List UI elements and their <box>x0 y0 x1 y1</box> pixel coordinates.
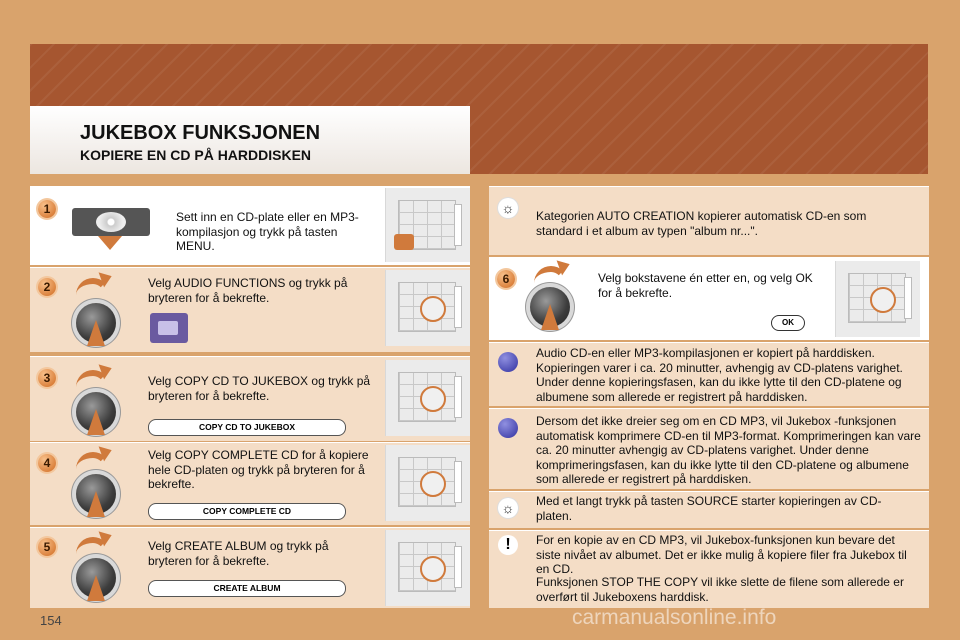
press-arrow-icon <box>87 575 105 601</box>
info-2-text: Dersom det ikke dreier seg om en CD MP3, vil Jukebox -funksjonen automatisk komprimere CD-en til MP3-format. Komprimeringen kan vare ca. 20 minutter avhengig av CD-platens varighet. Under denne komprimeringsfasen, kan du ikke lytte til den CD-platene og albumene som allerede er registrert på harddisken. <box>536 414 921 486</box>
tip-sun-icon: ☼ <box>498 498 518 518</box>
step-number-1: 1 <box>38 200 56 218</box>
info-1-text: Audio CD-en eller MP3-kompilasjonen er kopiert på harddisken. Kopieringen varer i ca. 20 minutter, avhengig av CD-platens varighet. Under denne kopieringsfasen, kan du ikke lytte til den CD-platene og albumene som allerede er registrert på harddisken. <box>536 346 903 404</box>
step-number-4: 4 <box>38 454 56 472</box>
tip-1-text: Kategorien AUTO CREATION kopierer automatisk CD-en som standard i et album av typen "album nr...". <box>536 209 867 238</box>
step-number-2: 2 <box>38 278 56 296</box>
step-number-3: 3 <box>38 369 56 387</box>
step-5-text: Velg CREATE ALBUM og trykk på bryteren for å bekrefte. <box>148 539 329 568</box>
copy-cd-to-jukebox-button[interactable]: COPY CD TO JUKEBOX <box>148 419 346 436</box>
press-arrow-icon <box>87 409 105 435</box>
page-subtitle: KOPIERE EN CD PÅ HARDDISKEN <box>80 147 312 163</box>
warning-text-1: For en kopie av en CD MP3, vil Jukebox-funksjonen kun bevare det siste nivået av albumet. Det er ikke mulig å kopiere filer fra Jukebox til en CD. <box>536 533 907 576</box>
title-box <box>30 106 470 174</box>
audio-functions-icon <box>150 313 188 343</box>
step-number-5: 5 <box>38 538 56 556</box>
info-bullet-icon <box>498 418 518 438</box>
radio-panel-icon <box>385 530 470 606</box>
watermark: carmanualsonline.info <box>572 606 777 629</box>
warning-text-2: Funksjonen STOP THE COPY vil ikke slette de filene som allerede er overført til Jukeboxens harddisk. <box>536 575 904 604</box>
radio-panel-icon <box>385 445 470 521</box>
step-2-text: Velg AUDIO FUNCTIONS og trykk på bryteren for å bekrefte. <box>148 276 348 305</box>
press-arrow-icon <box>87 491 105 517</box>
copy-complete-cd-button[interactable]: COPY COMPLETE CD <box>148 503 346 520</box>
step-6-text: Velg bokstavene én etter en, og velg OK for å bekrefte. <box>598 271 813 300</box>
radio-panel-icon <box>385 270 470 346</box>
radio-panel-icon <box>385 188 470 262</box>
press-arrow-icon <box>87 320 105 346</box>
page-number: 154 <box>40 613 62 628</box>
warning-exclamation-icon: ! <box>498 535 518 555</box>
cd-insert-icon <box>72 208 150 236</box>
step-number-6: 6 <box>497 270 515 288</box>
radio-panel-icon <box>835 261 920 337</box>
step-1-text: Sett inn en CD-plate eller en MP3-kompilasjon og trykk på tasten MENU. <box>176 210 359 253</box>
ok-button[interactable]: OK <box>771 315 805 331</box>
info-bullet-icon <box>498 352 518 372</box>
page-title: JUKEBOX FUNKSJONEN <box>80 122 321 144</box>
step-4-text: Velg COPY COMPLETE CD for å kopiere hele CD-platen og trykk på bryteren for å bekrefte. <box>148 448 369 491</box>
tip-2-text: Med et langt trykk på tasten SOURCE starter kopieringen av CD-platen. <box>536 494 882 523</box>
tip-sun-icon: ☼ <box>498 198 518 218</box>
press-arrow-icon <box>541 304 559 330</box>
insert-arrow-icon <box>98 236 122 250</box>
radio-panel-icon <box>385 360 470 436</box>
create-album-button[interactable]: CREATE ALBUM <box>148 580 346 597</box>
step-3-text: Velg COPY CD TO JUKEBOX og trykk på bryteren for å bekrefte. <box>148 374 371 403</box>
